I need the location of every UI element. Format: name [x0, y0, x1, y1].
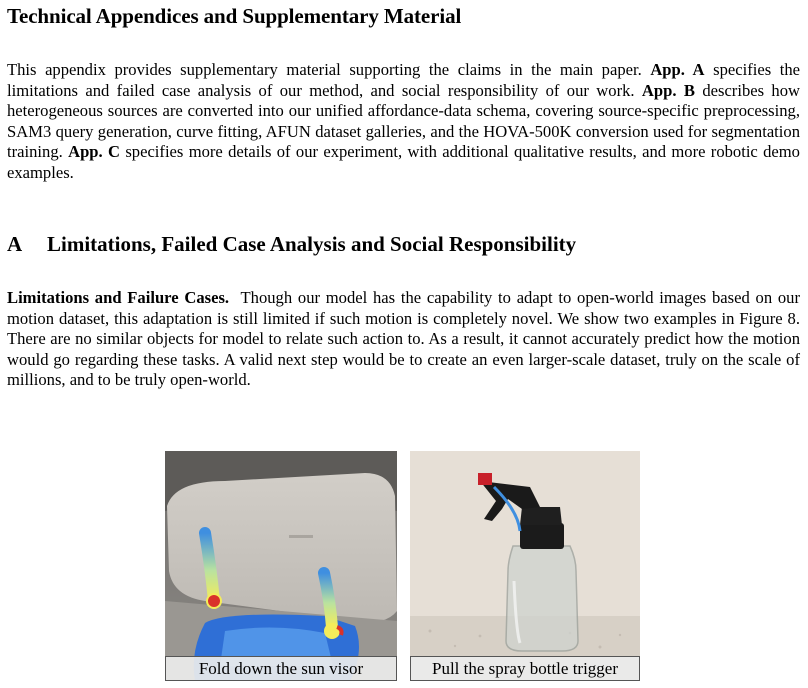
figure-sun-visor — [165, 451, 397, 681]
section-title: Limitations, Failed Case Analysis and Social Responsibility — [47, 232, 577, 256]
limitations-text: Though our model has the capability to adapt to open-world images based on our motion dataset, this adaptation is still limited if such motion is completely novel. We show two examples in Figure 8. There are no similar objects for model to relate such action to. As a result, it cannot accurately predict how the motion would go regarding these tasks. A valid next step would be to create an even larger-scale dataset, truly on the scale of millions, and to be truly open-world. — [7, 288, 800, 390]
section-heading — [7, 232, 576, 257]
appendix-a-ref: App. A — [650, 60, 705, 79]
limitations-heading: Limitations and Failure Cases. — [7, 288, 230, 307]
figure-caption-spray-bottle: Pull the spray bottle trigger — [410, 656, 640, 681]
appendix-b-ref: App. B — [641, 80, 695, 100]
intro-text-3: describes how heterogeneous sources are converted into our unified affordance-data schema, covering source-specific preprocessing, SAM3 query generation, curve fitting, AFUN dataset galleries, and the HOVA-500K conversion used for segmentation training. — [7, 80, 801, 162]
intro-text-4: specifies more details of our experiment, with additional qualitative results, and more robotic demo examples. — [7, 142, 800, 182]
limitations-paragraph — [7, 288, 800, 391]
section-number: A — [7, 232, 23, 256]
intro-text-2: specifies the limitations and failed case analysis of our method, and social responsibility of our work. — [7, 60, 801, 100]
appendix-c-ref: App. C — [68, 142, 120, 162]
figure-caption-sun-visor: Fold down the sun visor — [165, 656, 397, 681]
intro-paragraph — [7, 60, 800, 184]
intro-text-1: This appendix provides supplementary material supporting the claims in the main paper. — [7, 60, 651, 79]
document-title: Technical Appendices and Supplementary Material — [7, 4, 462, 28]
spray-bottle-image — [410, 451, 640, 681]
sun-visor-image — [165, 451, 397, 681]
figure-spray-bottle — [410, 451, 640, 681]
